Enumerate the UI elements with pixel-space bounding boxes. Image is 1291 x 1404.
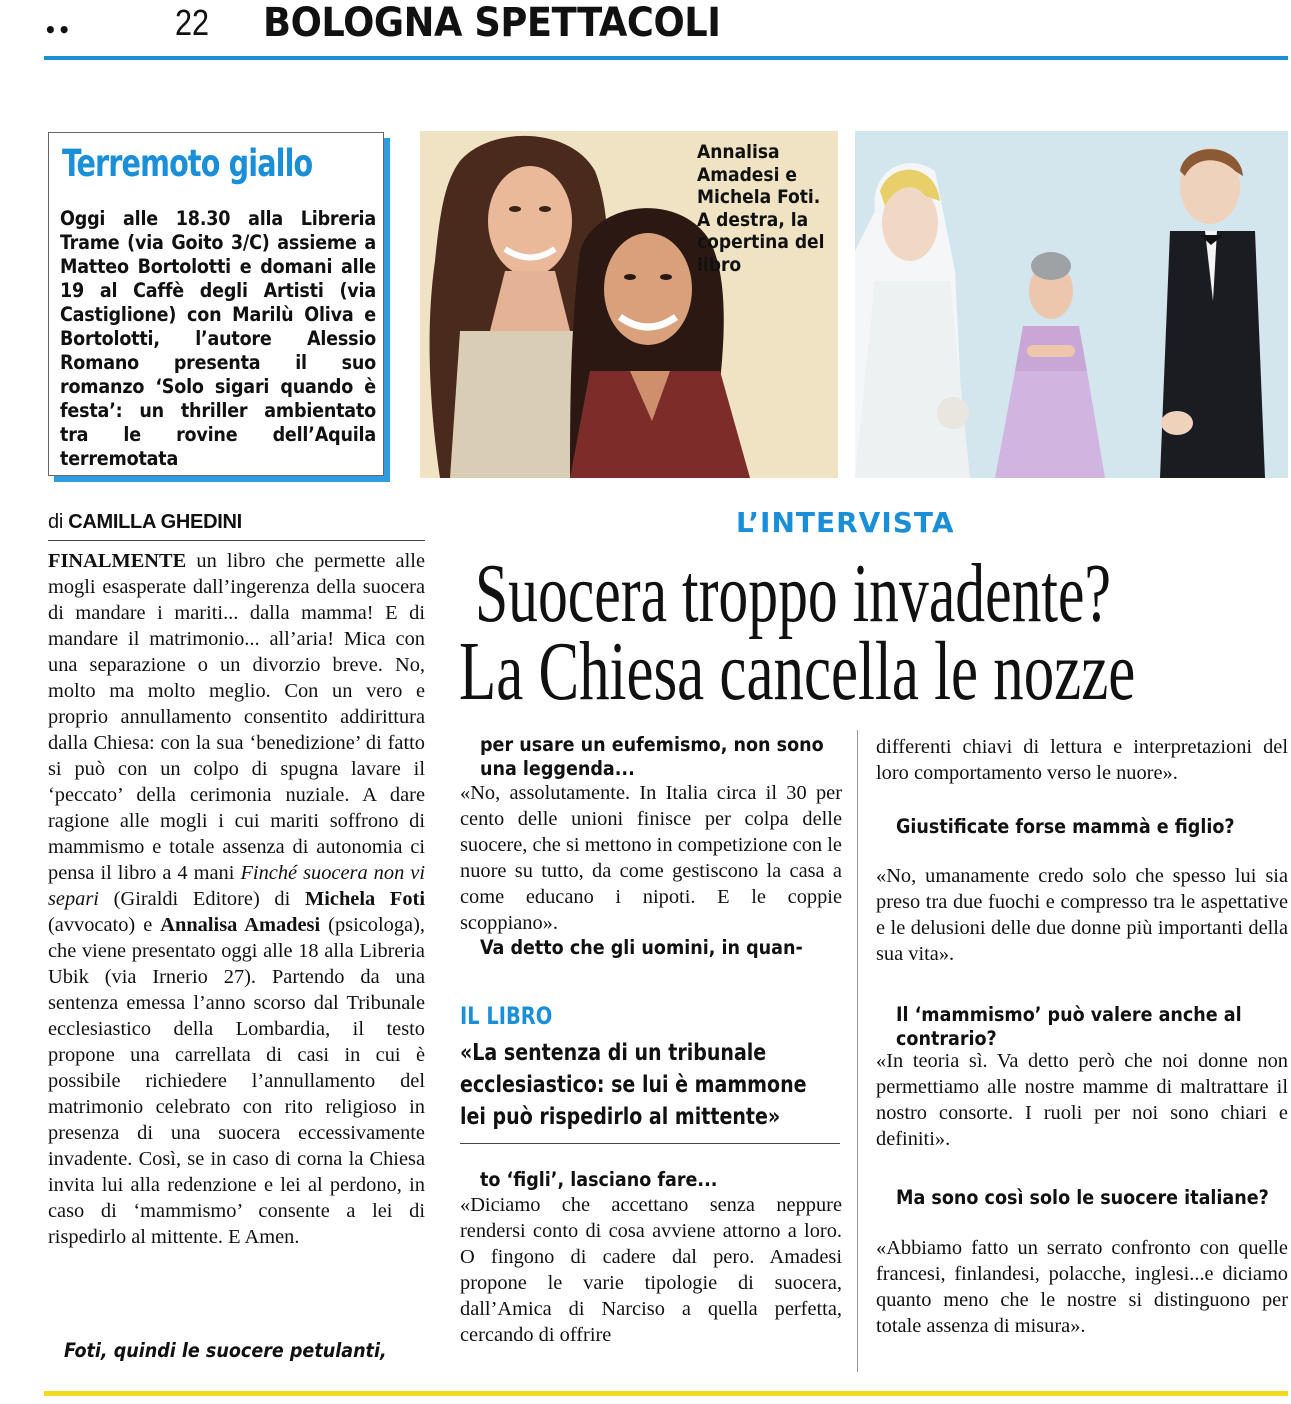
interview-answer: «In teoria sì. Va detto però che noi donne non permettiamo alle nostre mamme di maltrattare il nostro consorte. I ruoli per noi sono chiari e definiti». (876, 1050, 1288, 1150)
interview-answer: «No, assolutamente. In Italia circa il 30 per cento delle unioni finisce per colpa delle suocere, che si mettono in competizione con le nuore su tutto, da come gestiscono la casa a come educano i nipoti. E le coppie scoppiano». (460, 782, 842, 934)
event-box-title: Terremoto giallo (62, 142, 313, 185)
book-quote-line: «La sentenza di un tribunale (460, 1038, 767, 1066)
author-name: Michela Foti (304, 888, 425, 910)
column-rule (857, 730, 858, 1372)
interview-question: Giustificate forse mammà e figlio? (896, 815, 1235, 838)
author-name: Annalisa Amadesi (160, 914, 321, 936)
book-box-label: IL LIBRO (460, 1002, 553, 1030)
article-text: (Giraldi Editore) di (98, 888, 305, 910)
interview-answer: «Abbiamo fatto un serrato confronto con quelle francesi, finlandesi, polacche, inglesi...e diciamo quanto meno che le nostre si distinguono per totale assenza di misura». (876, 1237, 1288, 1337)
byline-rule (48, 540, 425, 541)
footer-rule (44, 1391, 1288, 1396)
article-column-1 (48, 548, 425, 1250)
page-dots: •• (44, 18, 72, 42)
byline-prefix: di (48, 511, 63, 533)
article-text: un libro che permette alle mogli esasperate dall’ingerenza della suocera di mandare i mariti... dalla mamma! E di mandare il matrimonio... all’aria! Mica con una separazione o un divorzio breve. No, molto ma molto meglio. Con un vero e proprio annullamento consentito addirittura dalla Chiesa: con la sua ‘benedizione’ di fatto si può con un colpo di spugna lavare il ‘peccato’ della cerimonia nuziale. A dare ragione alle mogli i cui mariti soffrono di mammismo e totale assenza di autonomia ci pensa il libro a 4 mani (48, 550, 425, 884)
interview-question: Il ‘mammismo’ può valere anche al contrario? (896, 1003, 1242, 1050)
interview-answer: differenti chiavi di lettura e interpretazioni del loro comportamento verso le nuore». (876, 736, 1288, 784)
book-box-quote (460, 1036, 807, 1132)
article-lead-word: FINALMENTE (48, 550, 187, 572)
book-quote-line: lei può rispedirlo al mittente» (460, 1102, 781, 1130)
cake-figurines-illustration (855, 131, 1288, 478)
byline-author: CAMILLA GHEDINI (68, 511, 242, 533)
kicker: L’INTERVISTA (736, 506, 955, 539)
interview-question: to ‘figli’, lasciano fare... (480, 1168, 718, 1191)
interview-answer: «No, umanamente credo solo che spesso lui sia preso tra due fuochi e compresso tra le aspettative e le delusioni delle due donne più importanti della sua vita». (876, 865, 1288, 965)
interview-question: Foti, quindi le suocere petulanti, (64, 1339, 387, 1362)
interview-question: Va detto che gli uomini, in quan- (480, 936, 803, 959)
interview-question: Ma sono così solo le suocere italiane? (896, 1186, 1269, 1209)
header-rule (44, 56, 1288, 60)
byline (48, 511, 242, 534)
section-title: BOLOGNA SPETTACOLI (263, 0, 721, 46)
article-text: (avvocato) e (48, 914, 161, 936)
book-cover-photo (855, 131, 1288, 478)
book-title: Finché suocera non vi separi (48, 862, 426, 910)
headline-line-1: Suocera troppo invadente? (475, 547, 1111, 640)
book-quote-line: ecclesiastico: se lui è mammone (460, 1070, 807, 1098)
photo-caption: Annalisa Amadesi e Michela Foti. A destra, la copertina del libro (697, 141, 825, 276)
article-text: (psicologa), che viene presentato oggi alle 18 alla Libreria Ubik (via Irnerio 27). Partendo da una sentenza emessa l’anno scorso dal Tribunale ecclesiastico della Lombardia, il testo propone una carrellata di casi in cui è possibile richiedere l’annullamento del matrimonio celebrato con rito religioso in presenza di una suocera eccessivamente invadente. Così, se in caso di corna la Chiesa invita lui alla redenzione e lei al perdono, in caso di ‘mammismo’ consente a lei di rispedirlo al mittente. E Amen. (48, 914, 425, 1248)
event-box-text: Oggi alle 18.30 alla Libreria Trame (via Goito 3/C) assieme a Matteo Bortolotti e domani alle 19 al Caffè degli Artisti (via Castiglione) con Marilù Oliva e Bortolotti, l’autore Alessio Romano presenta il suo romanzo ‘Solo sigari quando è festa’: un thriller ambientato tra le rovine dell’Aquila terremotata (60, 207, 376, 470)
interview-question: per usare un eufemismo, non sono una leggenda... (480, 733, 824, 780)
page-number: 22 (175, 2, 210, 43)
interview-answer: «Diciamo che accettano senza neppure rendersi conto di cosa avviene attorno a loro. O fingono di cadere dal pero. Amadesi propone le varie tipologie di suocera, dall’Amica di Narciso a quella perfetta, cercando di offrire (460, 1194, 842, 1346)
book-box-rule (460, 1143, 840, 1144)
headline-line-2: La Chiesa cancella le nozze (459, 625, 1136, 718)
